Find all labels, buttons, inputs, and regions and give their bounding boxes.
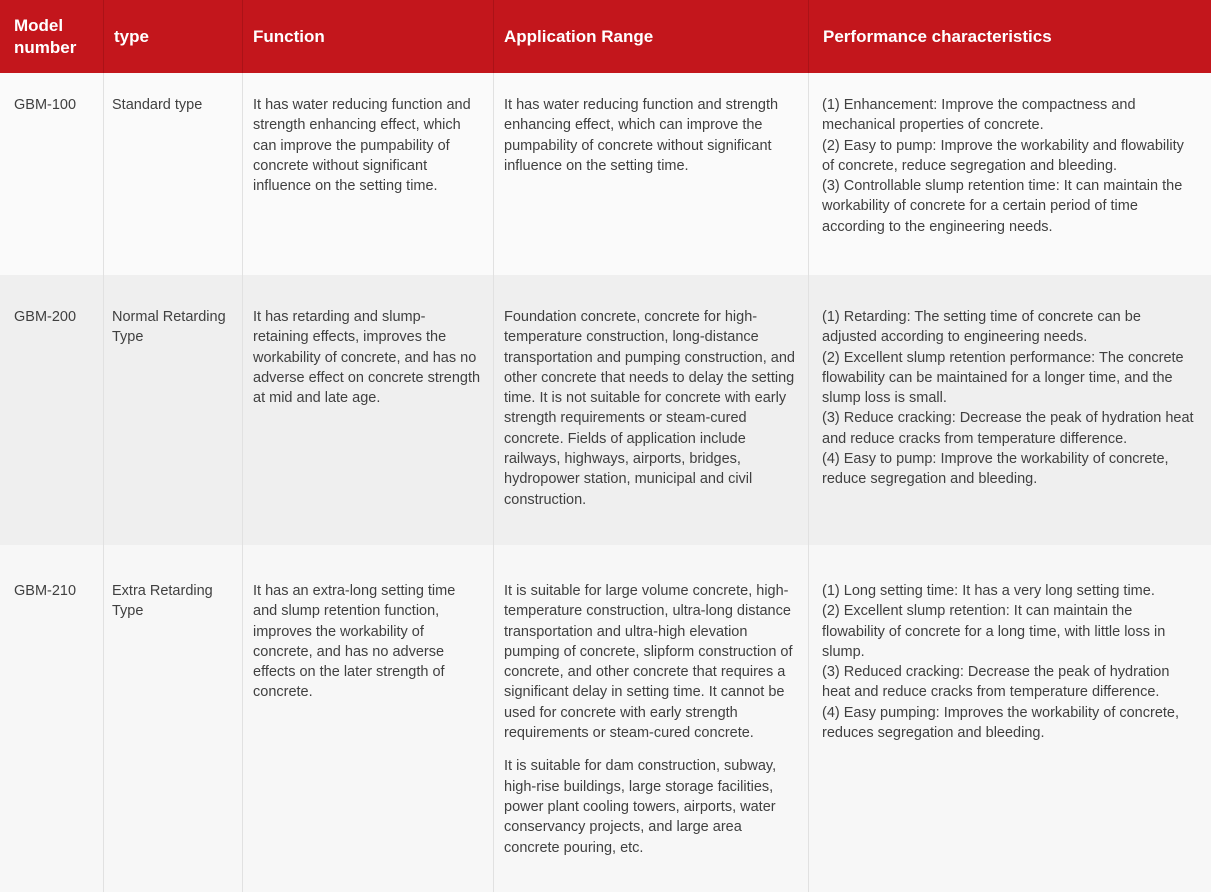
function-text: It has water reducing function and strength enhancing effect, which can improve the pumpability of concrete without significant influence on the setting time.	[253, 97, 471, 195]
application-paragraph: Foundation concrete, concrete for high-temperature construction, long-distance transportation and pumping construction, and other concrete that needs to delay the setting time. It is not suitable for concrete with early strength requirements or steam-cured concrete. Fields of application include railways, highways, airports, bridges, hydropower station, municipal and civil construction.	[504, 309, 795, 508]
header-application-range-label: Application Range	[504, 26, 654, 46]
model-number: GBM-100	[14, 97, 77, 113]
header-application-range	[493, 0, 808, 73]
application-paragraph: It is suitable for dam construction, subway, high-rise buildings, large storage facilities, power plant cooling towers, airports, water conservancy projects, and large area concrete pouring, etc.	[504, 758, 777, 856]
type-cell	[103, 73, 242, 275]
model-number-cell	[0, 73, 103, 275]
performance-item: (1) Enhancement: Improve the compactness and mechanical properties of concrete.	[822, 97, 1136, 134]
function-cell	[242, 275, 493, 545]
type-cell	[103, 545, 242, 892]
performance-item: (4) Easy pumping: Improves the workability of concrete, reduces segregation and bleeding.	[822, 704, 1180, 742]
performance-item: (3) Reduced cracking: Decrease the peak of hydration heat and reduce cracks from temperature difference.	[822, 664, 1170, 701]
performance-cell	[808, 545, 1211, 892]
performance-item: (2) Excellent slump retention: It can maintain the flowability of concrete for a long time, with little loss in slump.	[822, 603, 1166, 660]
function-cell	[242, 545, 493, 892]
model-number: GBM-210	[14, 583, 77, 599]
application-paragraph: It has water reducing function and strength enhancing effect, which can improve the pumpability of concrete without significant influence on the setting time.	[504, 97, 779, 174]
type-value: Extra Retarding Type	[112, 583, 213, 620]
application-range-cell	[493, 545, 808, 892]
application-paragraph: It is suitable for large volume concrete, high-temperature construction, ultra-long distance transportation and ultra-high elevation pumping of concrete, slipform construction of concrete, and other concrete that requires a significant delay in setting time. It cannot be used for concrete with early strength requirements or steam-cured concrete.	[504, 583, 793, 742]
table-row	[0, 275, 1211, 545]
table-row	[0, 73, 1211, 275]
model-number-cell	[0, 545, 103, 892]
header-function-label: Function	[253, 26, 325, 46]
model-number-cell	[0, 275, 103, 545]
performance-item: (3) Reduce cracking: Decrease the peak of hydration heat and reduce cracks from temperature difference.	[822, 410, 1194, 447]
header-function	[242, 0, 493, 73]
type-value: Standard type	[112, 97, 203, 113]
function-cell	[242, 73, 493, 275]
type-cell	[103, 275, 242, 545]
header-type	[103, 0, 242, 73]
performance-cell	[808, 73, 1211, 275]
header-model-number	[0, 0, 103, 73]
performance-item: (2) Excellent slump retention performance: The concrete flowability can be maintained for a longer time, and the slump loss is small.	[822, 349, 1184, 407]
header-type-label: type	[114, 26, 149, 46]
table-row	[0, 545, 1211, 892]
performance-cell	[808, 275, 1211, 545]
function-text: It has an extra-long setting time and slump retention function, improves the workability of concrete, and has no adverse effects on the later strength of concrete.	[253, 583, 456, 701]
application-range-cell	[493, 73, 808, 275]
header-performance-characteristics-label: Performance characteristics	[823, 26, 1052, 46]
header-model-number-label: Model number	[14, 16, 77, 57]
performance-item: (2) Easy to pump: Improve the workability and flowability of concrete, reduce segregation and bleeding.	[822, 137, 1184, 174]
function-text: It has retarding and slump-retaining effects, improves the workability of concrete, and has no adverse effect on concrete strength at mid and late age.	[253, 309, 481, 407]
table-header-row	[0, 0, 1211, 73]
performance-item: (1) Retarding: The setting time of concrete can be adjusted according to engineering needs.	[822, 309, 1141, 346]
performance-item: (4) Easy to pump: Improve the workability of concrete, reduce segregation and bleeding.	[822, 451, 1169, 488]
header-performance-characteristics	[808, 0, 1211, 73]
model-number: GBM-200	[14, 309, 77, 325]
performance-item: (3) Controllable slump retention time: It can maintain the workability of concrete for a certain period of time according to the engineering needs.	[822, 178, 1183, 235]
application-range-cell	[493, 275, 808, 545]
type-value: Normal Retarding Type	[112, 309, 226, 346]
performance-item: (1) Long setting time: It has a very long setting time.	[822, 583, 1155, 599]
